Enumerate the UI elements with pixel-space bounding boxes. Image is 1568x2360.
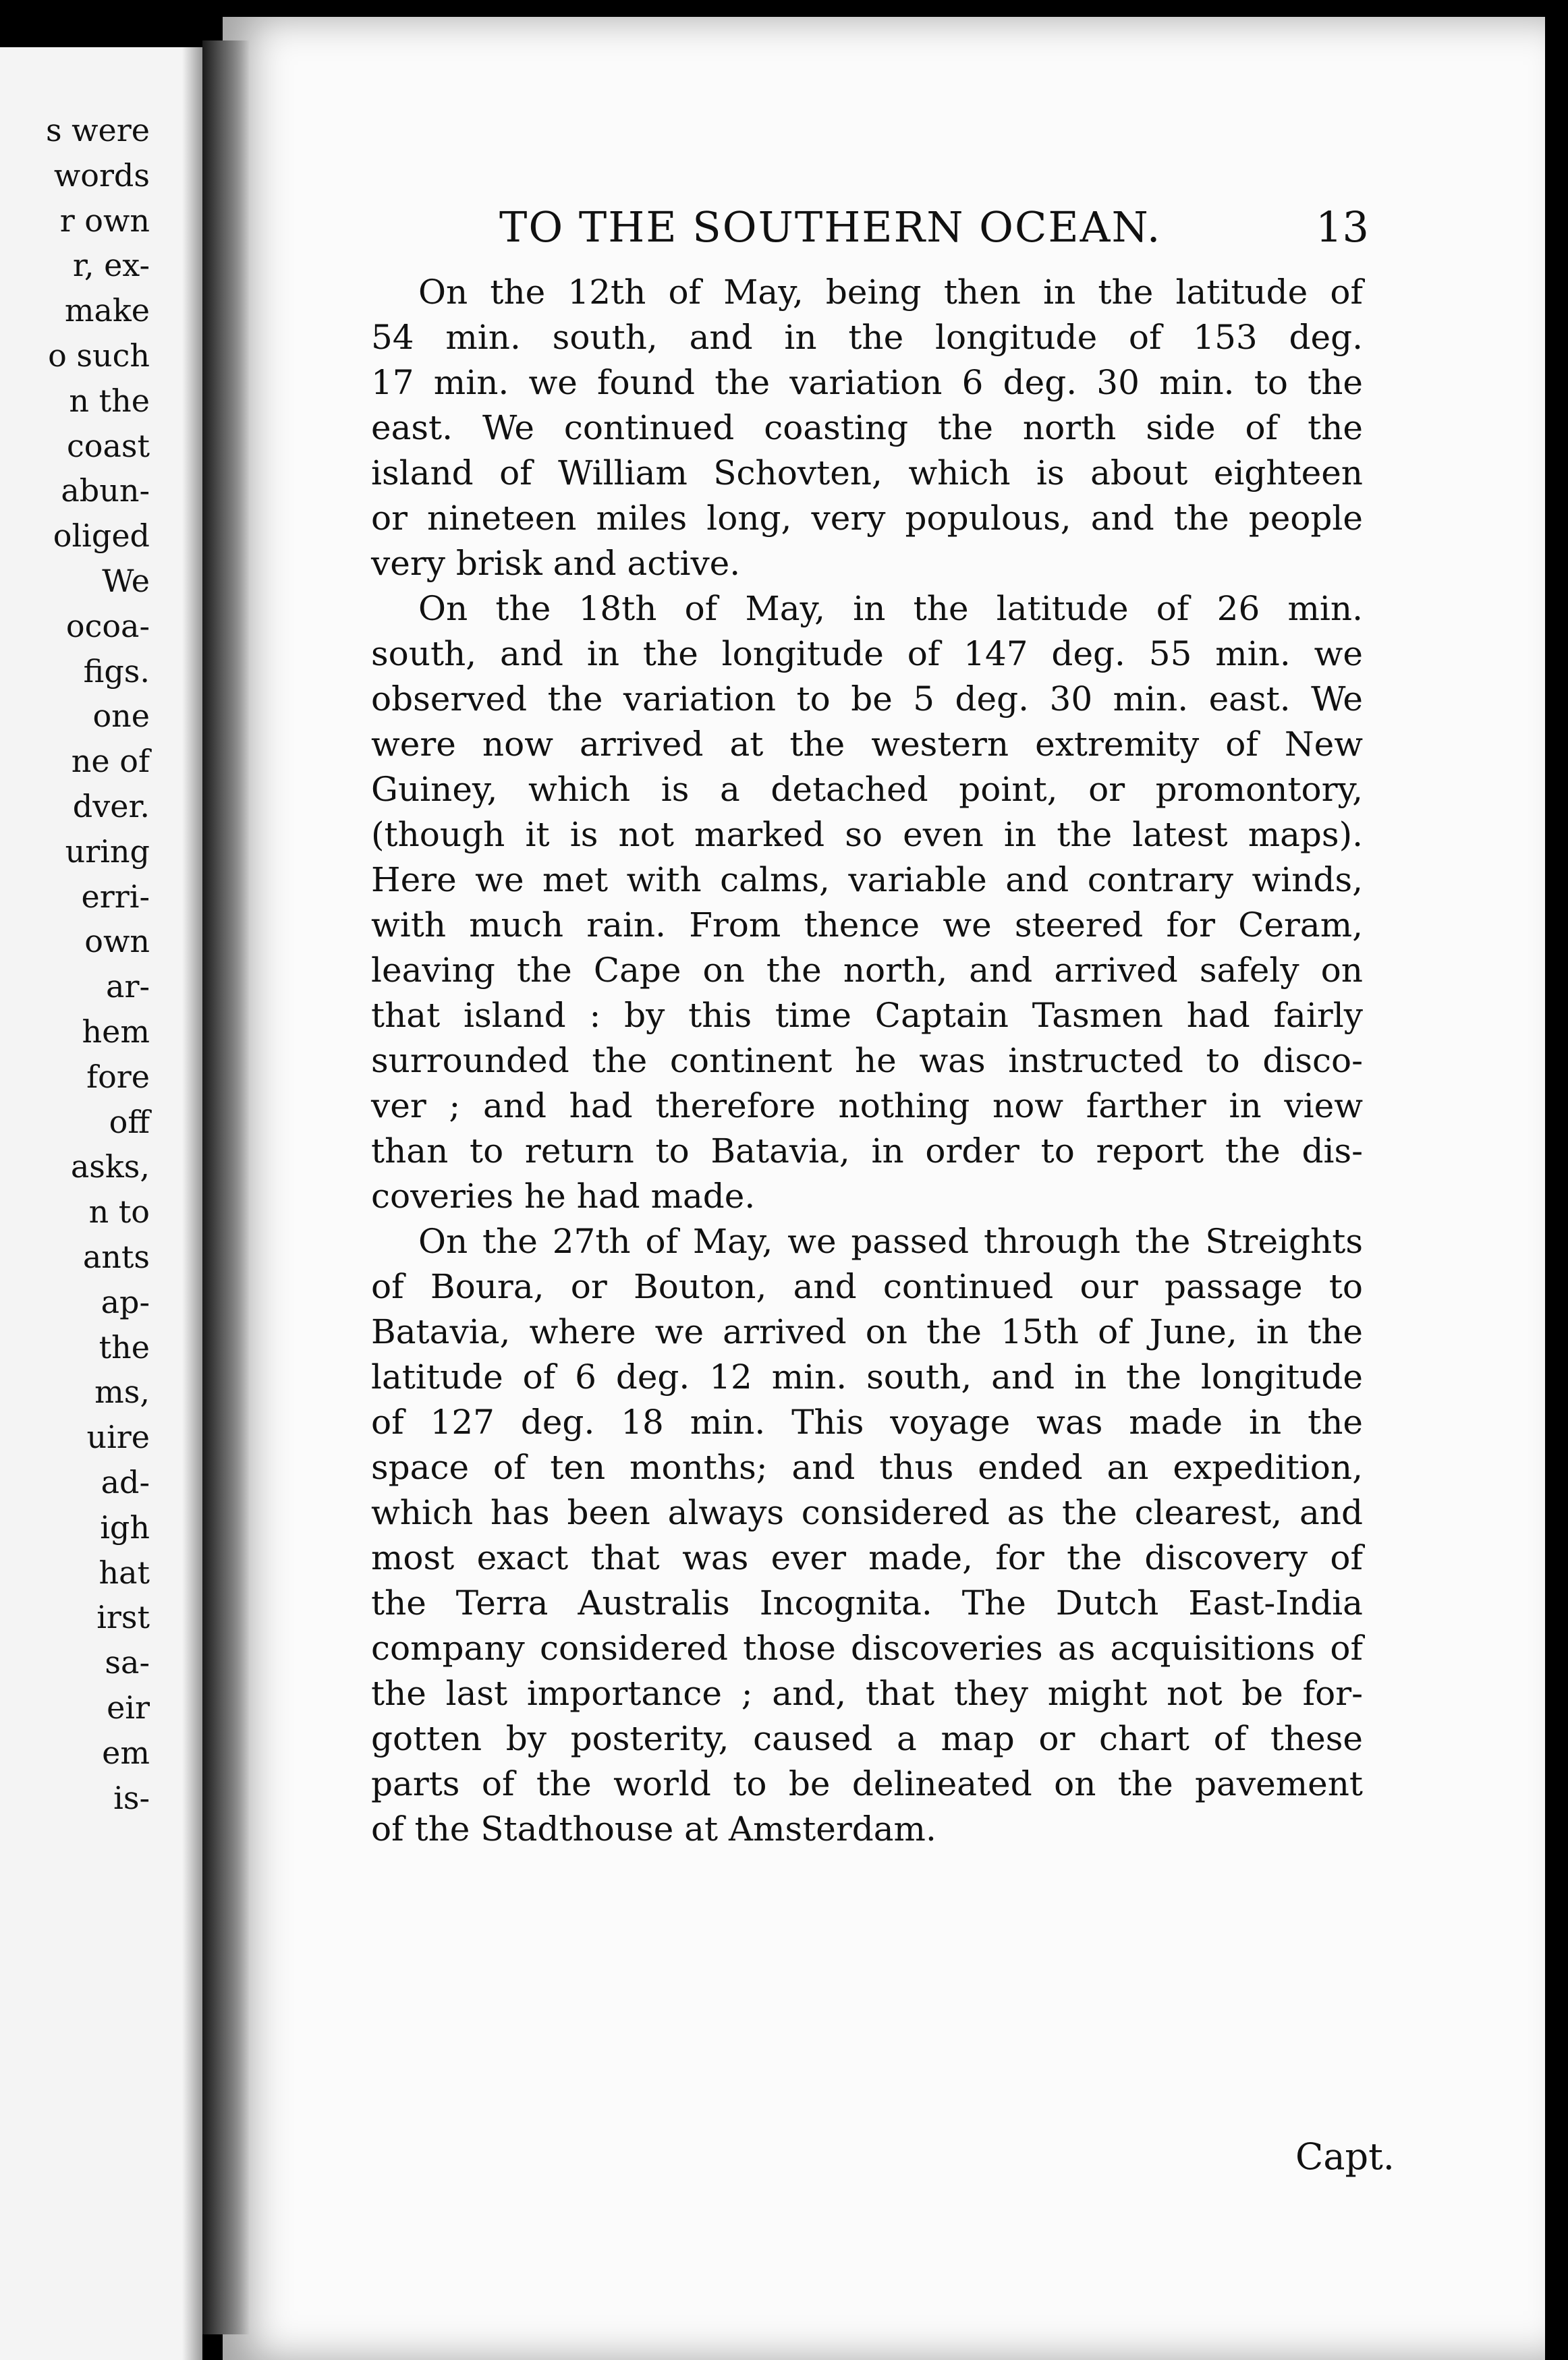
facing-page-line: off (109, 1103, 150, 1140)
body-text (371, 270, 1363, 1852)
text-line: On the 27th of May, we passed through the Streights (418, 1222, 1363, 1261)
gutter-shadow (202, 40, 250, 2334)
paragraph (371, 586, 1363, 1219)
text-line: Guiney, which is a detached point, or promontory, (371, 770, 1363, 809)
facing-page-line: figs. (83, 652, 150, 690)
text-line: island of William Schovten, which is about eighteen (371, 453, 1363, 493)
text-line: the last importance ; and, that they might not be for- (371, 1674, 1363, 1713)
text-line: east. We continued coasting the north side of the (371, 408, 1363, 447)
text-line: observed the variation to be 5 deg. 30 min. east. We (371, 679, 1363, 719)
text-line: of 127 deg. 18 min. This voyage was made in the (371, 1403, 1363, 1442)
facing-page-line: ms, (94, 1374, 150, 1411)
facing-page-line: is- (113, 1779, 150, 1816)
page-curl-shadow (182, 47, 202, 2360)
text-line: Batavia, where we arrived on the 15th of June, in the (371, 1312, 1363, 1351)
page-number: 13 (1316, 202, 1369, 252)
facing-page-line: make (64, 292, 150, 329)
text-line: which has been always considered as the clearest, and (371, 1493, 1363, 1532)
text-line: south, and in the longitude of 147 deg. 55 min. we (371, 634, 1363, 673)
facing-page-line: fore (86, 1058, 150, 1095)
facing-page-line: the (99, 1328, 150, 1366)
catchword: Capt. (1295, 2135, 1395, 2178)
text-line: latitude of 6 deg. 12 min. south, and in the longitude (371, 1357, 1363, 1397)
facing-page-line: n the (69, 382, 150, 419)
text-line: leaving the Cape on the north, and arrived safely on (371, 951, 1363, 990)
facing-page-line: hat (99, 1554, 150, 1591)
facing-page-line: eir (107, 1689, 150, 1726)
text-line: coveries he had made. (371, 1177, 756, 1216)
text-line: gotten by posterity, caused a map or chart of these (371, 1719, 1363, 1758)
facing-page-fragment (0, 47, 202, 2360)
running-head: TO THE SOUTHERN OCEAN. (499, 202, 1162, 252)
facing-page-line: o such (48, 337, 150, 374)
text-line: of the Stadthouse at Amsterdam. (371, 1809, 936, 1849)
facing-page-line: hem (82, 1013, 150, 1050)
facing-page-line: ar- (106, 968, 150, 1005)
text-line: 54 min. south, and in the longitude of 153 deg. (371, 318, 1363, 357)
paragraph (371, 1219, 1363, 1852)
facing-page-line: erri- (81, 878, 150, 915)
facing-page-line: ap- (101, 1283, 150, 1320)
text-line: 17 min. we found the variation 6 deg. 30 min. to the (371, 363, 1363, 402)
facing-page-line: ne of (71, 743, 150, 780)
text-line: company considered those discoveries as acquisitions of (371, 1629, 1363, 1668)
text-line: or nineteen miles long, very populous, and the people (371, 499, 1363, 538)
text-line: On the 12th of May, being then in the latitude of (418, 273, 1363, 312)
text-line: that island : by this time Captain Tasmen had fairly (371, 996, 1363, 1035)
text-line: were now arrived at the western extremity of New (371, 725, 1363, 764)
text-line: space of ten months; and thus ended an expedition, (371, 1448, 1363, 1487)
facing-page-line: one (92, 698, 150, 735)
facing-page-line: words (53, 157, 150, 194)
facing-page-line: em (102, 1734, 150, 1771)
facing-page-line: sa- (105, 1644, 150, 1681)
facing-page-line: r, ex- (72, 247, 150, 284)
text-line: than to return to Batavia, in order to report the dis- (371, 1131, 1363, 1171)
facing-page-line: uring (65, 833, 150, 870)
text-line: the Terra Australis Incognita. The Dutch East-India (371, 1583, 1363, 1623)
text-line: On the 18th of May, in the latitude of 26 min. (418, 589, 1363, 628)
text-line: ver ; and had therefore nothing now farther in view (371, 1086, 1363, 1125)
text-line: parts of the world to be delineated on the pavement (371, 1764, 1363, 1803)
facing-page-line: oliged (53, 517, 150, 555)
facing-page-line: dver. (72, 788, 150, 824)
facing-page-line: uire (86, 1419, 150, 1456)
text-line: (though it is not marked so even in the latest maps). (371, 815, 1363, 854)
facing-page-line: abun- (61, 472, 150, 509)
text-line: of Boura, or Bouton, and continued our passage to (371, 1267, 1363, 1306)
facing-page-line: coast (67, 427, 150, 464)
paragraph (371, 270, 1363, 586)
facing-page-line: asks, (70, 1148, 150, 1185)
facing-page-line: ad- (101, 1464, 150, 1500)
facing-page-line: n to (88, 1193, 150, 1231)
text-line: most exact that was ever made, for the discovery of (371, 1538, 1363, 1577)
facing-page-line: s were (45, 112, 150, 148)
text-line: Here we met with calms, variable and contrary winds, (371, 860, 1363, 899)
facing-page-line: ants (82, 1239, 150, 1275)
facing-page-line: r own (59, 202, 150, 239)
facing-page-line: ocoa- (65, 607, 150, 644)
text-line: surrounded the continent he was instructed to disco- (371, 1041, 1363, 1080)
text-line: with much rain. From thence we steered for Ceram, (371, 905, 1363, 945)
facing-page-line: igh (100, 1509, 150, 1546)
facing-page-line: We (102, 563, 150, 599)
facing-page-line: irst (96, 1599, 150, 1636)
text-line: very brisk and active. (371, 544, 741, 583)
facing-page-line: own (84, 923, 150, 960)
